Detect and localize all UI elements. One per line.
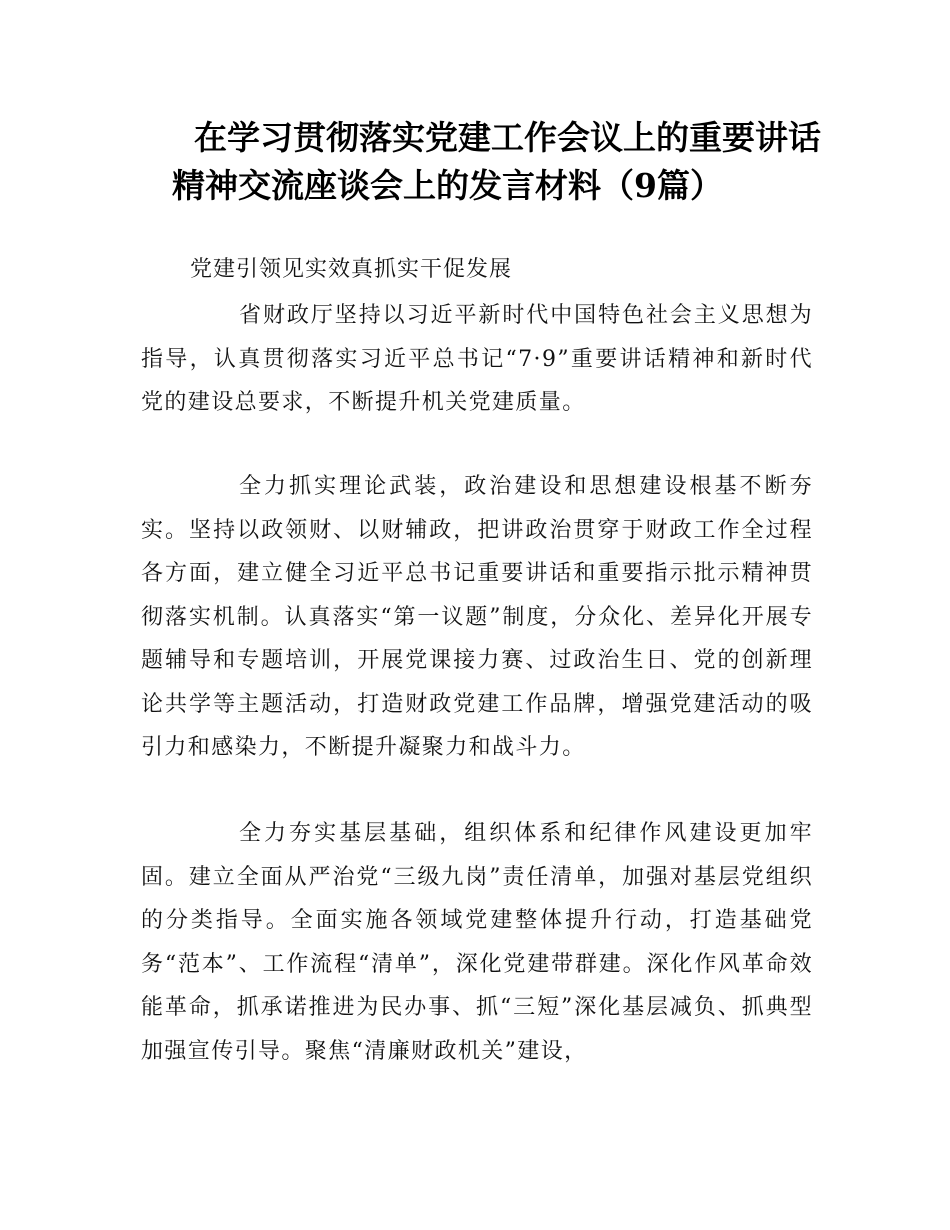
paragraph-1: 省财政厅坚持以习近平新时代中国特色社会主义思想为指导，认真贯彻落实习近平总书记“7·9”重要讲话精神和新时代党的建设总要求，不断提升机关党建质量。 [141,303,813,415]
document-subtitle: 党建引领见实效真抓实干促发展 [190,257,513,282]
document-title: 在学习贯彻落实党建工作会议上的重要讲话精神交流座谈会上的发言材料（9篇） [172,118,821,205]
paragraph-3: 全力夯实基层基础，组织体系和纪律作风建设更加牢固。建立全面从严治党“三级九岗”责任清单，加强对基层党组织的分类指导。全面实施各领域党建整体提升行动，打造基础党务“范本”、工作流程“清单”，深化党建带群建。深化作风革命效能革命，抓承诺推进为民办事、抓“三短”深化基层减负、抓典型加强宣传引导。聚焦“清廉财政机关”建设， [141,821,813,1064]
paragraph-2: 全力抓实理论武装，政治建设和思想建设根基不断夯实。坚持以政领财、以财辅政，把讲政治贯穿于财政工作全过程各方面，建立健全习近平总书记重要讲话和重要指示批示精神贯彻落实机制。认真落实“第一议题”制度，分众化、差异化开展专题辅导和专题培训，开展党课接力赛、过政治生日、党的创新理论共学等主题活动，打造财政党建工作品牌，增强党建活动的吸引力和感染力，不断提升凝聚力和战斗力。 [141,474,813,760]
